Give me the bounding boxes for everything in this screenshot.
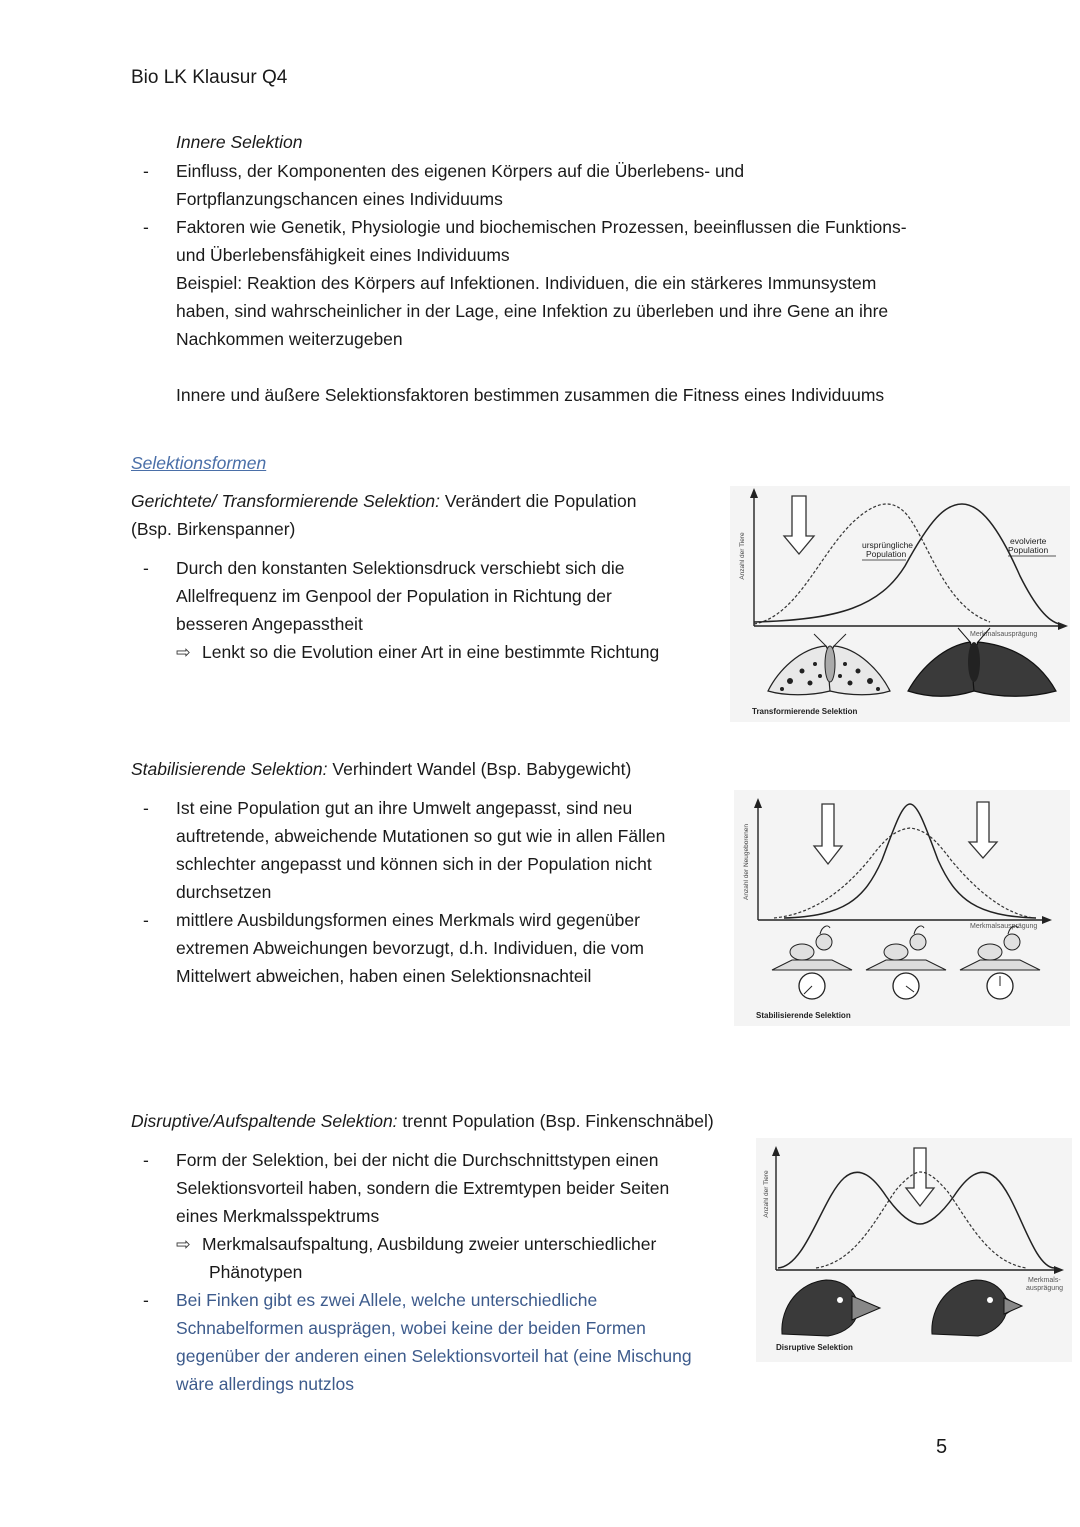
stabilizing-bullet2-line2: extremen Abweichungen bevorzugt, d.h. Individuen, die vom — [176, 938, 644, 958]
directional-selection-figure — [730, 486, 1070, 722]
bullet-dash: - — [143, 1150, 149, 1170]
directional-title: Gerichtete/ Transformierende Selektion: — [131, 491, 440, 511]
selection-forms-heading: Selektionsformen — [131, 453, 267, 473]
inner-bullet2-line2: und Überlebensfähigkeit eines Individuums — [176, 245, 510, 265]
disruptive-bullet1-line2: Selektionsvorteil haben, sondern die Extremtypen beider Seiten — [176, 1178, 670, 1198]
directional-bullet-line1: Durch den konstanten Selektionsdruck verschiebt sich die — [176, 558, 625, 578]
original-population-label-2: Population — [866, 549, 907, 559]
page-number: 5 — [936, 1436, 948, 1458]
directional-figure-ylabel: Anzahl der Tiere — [739, 532, 746, 580]
implies-arrow-icon: ⇨ — [176, 1234, 191, 1254]
directional-figure-caption: Transformierende Selektion — [752, 707, 858, 716]
bullet-dash: - — [143, 910, 149, 930]
disruptive-selection-figure — [756, 1138, 1072, 1362]
disruptive-figure-xlabel-1: Merkmals- — [1028, 1277, 1061, 1284]
directional-title-rest: Verändert die Population — [439, 491, 637, 511]
inner-bullet1-line1: Einfluss, der Komponenten des eigenen Körpers auf die Überlebens- und — [176, 161, 745, 181]
inner-example-line1: Beispiel: Reaktion des Körpers auf Infektionen. Individuen, die ein stärkeres Immunsystem — [176, 273, 877, 293]
stabilizing-bullet2-line1: mittlere Ausbildungsformen eines Merkmals wird gegenüber — [176, 910, 640, 930]
inner-summary: Innere und äußere Selektionsfaktoren bestimmen zusammen die Fitness eines Individuums — [176, 385, 885, 405]
disruptive-bullet2-line4: wäre allerdings nutzlos — [176, 1374, 355, 1394]
directional-bullet-line2: Allelfrequenz im Genpool der Population in Richtung der — [176, 586, 612, 606]
disruptive-figure-xlabel-2: ausprägung — [1026, 1285, 1063, 1292]
page-header-title: Bio LK Klausur Q4 — [131, 67, 288, 88]
inner-bullet1-line2: Fortpflanzungschancen eines Individuums — [176, 189, 503, 209]
inner-selection-heading: Innere Selektion — [176, 132, 303, 152]
implies-arrow-icon: ⇨ — [176, 642, 191, 662]
disruptive-figure-ylabel: Anzahl der Tiere — [763, 1170, 770, 1218]
disruptive-bullet1-line1: Form der Selektion, bei der nicht die Durchschnittstypen einen — [176, 1150, 659, 1170]
evolved-population-label-2: Population — [1008, 545, 1049, 555]
stabilizing-title: Stabilisierende Selektion: — [131, 759, 328, 779]
stabilizing-title-rest: Verhindert Wandel (Bsp. Babygewicht) — [327, 759, 632, 779]
bullet-dash: - — [143, 798, 149, 818]
directional-bullet-line3: besseren Angepasstheit — [176, 614, 363, 634]
disruptive-figure-caption: Disruptive Selektion — [776, 1343, 853, 1352]
disruptive-arrow-text-2: Phänotypen — [209, 1262, 303, 1282]
inner-example-line2: haben, sind wahrscheinlicher in der Lage, eine Infektion zu überleben und ihre Gene an ihre — [176, 301, 889, 321]
stabilizing-figure-xlabel: Merkmalsausprägung — [970, 923, 1038, 930]
bullet-dash: - — [143, 558, 149, 578]
inner-bullet2-line1: Faktoren wie Genetik, Physiologie und biochemischen Prozessen, beeinflussen die Funktions- — [176, 217, 907, 237]
stabilizing-figure-caption: Stabilisierende Selektion — [756, 1011, 851, 1020]
evolved-population-label-1: evolvierte — [1010, 536, 1047, 546]
bullet-dash: - — [143, 1290, 149, 1310]
directional-arrow-text: Lenkt so die Evolution einer Art in eine bestimmte Richtung — [202, 642, 660, 662]
stabilizing-bullet1-line1: Ist eine Population gut an ihre Umwelt angepasst, sind neu — [176, 798, 633, 818]
disruptive-arrow-text-1: Merkmalsaufspaltung, Ausbildung zweier unterschiedlicher — [202, 1234, 657, 1254]
directional-example: (Bsp. Birkenspanner) — [131, 519, 296, 539]
stabilizing-bullet1-line2: auftretende, abweichende Mutationen so gut wie in allen Fällen — [176, 826, 666, 846]
stabilizing-figure-ylabel: Anzahl der Neugeborenen — [743, 824, 750, 900]
stabilizing-bullet1-line3: schlechter angepasst und können sich in der Population nicht — [176, 854, 652, 874]
stabilizing-bullet2-line3: Mittelwert abweichen, haben einen Selektionsnachteil — [176, 966, 592, 986]
bullet-dash: - — [143, 161, 149, 181]
disruptive-title-rest: trennt Population (Bsp. Finkenschnäbel) — [397, 1111, 714, 1131]
bullet-dash: - — [143, 217, 149, 237]
disruptive-title: Disruptive/Aufspaltende Selektion: — [131, 1111, 398, 1131]
stabilizing-title-line — [131, 755, 631, 783]
disruptive-bullet2-line1: Bei Finken gibt es zwei Allele, welche unterschiedliche — [176, 1290, 598, 1310]
stabilizing-selection-figure — [734, 790, 1070, 1026]
inner-example-line3: Nachkommen weiterzugeben — [176, 329, 403, 349]
original-population-label-1: ursprüngliche — [862, 540, 914, 550]
disruptive-bullet2-line3: gegenüber der anderen einen Selektionsvorteil hat (eine Mischung — [176, 1346, 692, 1366]
disruptive-title-line — [131, 1107, 714, 1135]
directional-figure-xlabel: Merkmalsausprägung — [970, 631, 1038, 638]
disruptive-arrow-line — [176, 1230, 656, 1258]
directional-title-line — [131, 487, 637, 515]
disruptive-bullet1-line3: eines Merkmalsspektrums — [176, 1206, 380, 1226]
directional-arrow-line — [176, 638, 659, 666]
disruptive-bullet2-line2: Schnabelformen ausprägen, wobei keine der beiden Formen — [176, 1318, 646, 1338]
stabilizing-bullet1-line4: durchsetzen — [176, 882, 272, 902]
